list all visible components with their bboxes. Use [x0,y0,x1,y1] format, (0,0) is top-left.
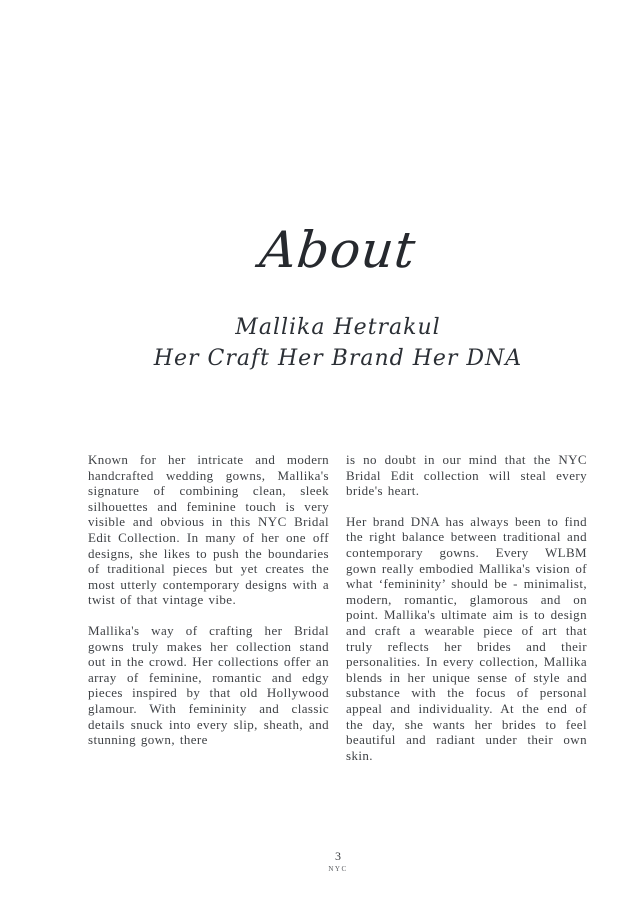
page-title: About [257,221,419,279]
paragraph: Her brand DNA has always been to find the right balance between traditional and contemporary gowns. Every WLBM gown really embodied Mallika's vision of what ‘femininity’ should be - minimalist, modern, romantic, glamorous and on point. Mallika's ultimate aim is to design and craft a wearable piece of art that truly reflects her brides and their personalities. In every collection, Mallika blends in her unique sense of style and substance with the focus of personal appeal and individuality. At the end of the day, she wants her brides to feel beautiful and radiant under their own skin. [346,513,587,763]
body-columns [88,452,588,763]
paragraph: Known for her intricate and modern handcrafted wedding gowns, Mallika's signature of combining clean, sleek silhouettes and feminine touch is very visible and obvious in this NYC Bridal Edit Collection. In many of her one off designs, she likes to push the boundaries of traditional pieces but yet creates the most utterly contemporary designs with a twist of that vintage vibe. [88,452,329,608]
paragraph: is no doubt in our mind that the NYC Bridal Edit collection will steal every bride's heart. [346,452,587,499]
page-number: 3 [335,849,341,863]
subtitle-name: Mallika Hetrakul [235,315,441,340]
page-footer [88,849,588,874]
subtitle-block [88,312,588,374]
paragraph: Mallika's way of crafting her Bridal gowns truly makes her collection stand out in the crowd. Her collections offer an array of feminine, romantic and edgy pieces inspired by that old Hollywood glamour. With femininity and classic details snuck into every slip, sheath, and stunning gown, there [88,622,329,748]
text-column-left [88,452,329,763]
page-header [88,208,588,292]
footer-location: NYC [328,865,348,873]
subtitle-tagline: Her Craft Her Brand Her DNA [153,346,523,371]
text-column-right [346,452,587,763]
